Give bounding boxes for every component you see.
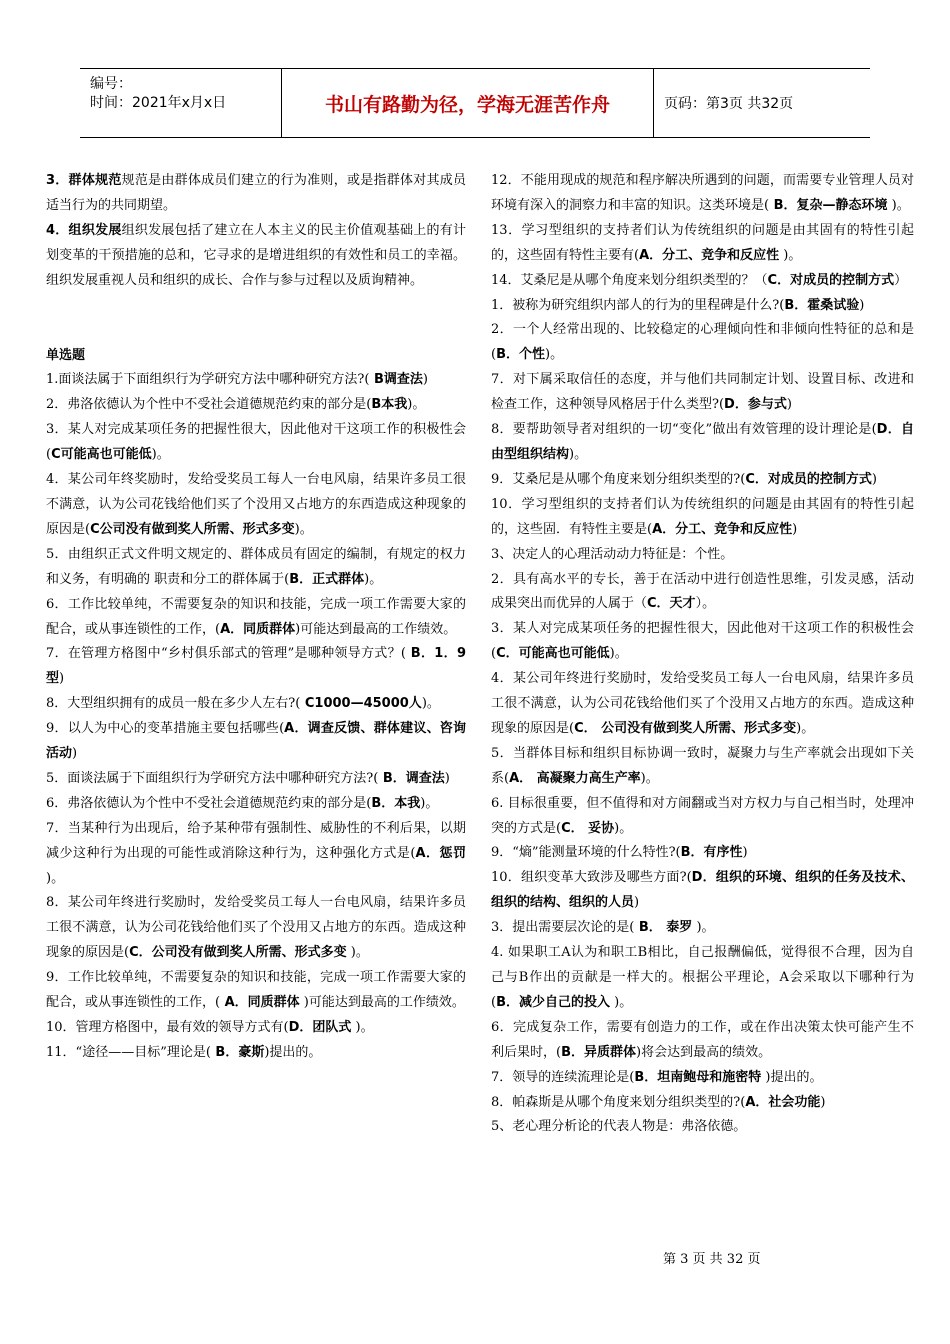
question-text: 5．面谈法属于下面组织行为学研究方法中哪种研究方法?( (46, 770, 379, 786)
question-text: 6．工作比较单纯，不需要复杂的知识和技能，完成一项工作需要大家的配合，或从事连锁性的工作，( (46, 596, 466, 637)
answer-text: B．豪斯 (210, 1044, 265, 1060)
question-item (491, 1091, 914, 1116)
question-end: )。 (610, 994, 633, 1010)
question-end: ) (742, 845, 748, 861)
question-text: 8．某公司年终进行奖励时，发给受奖员工每人一台电风扇，结果许多员工很不满意，认为公司花钱给他们买了个没用又占地方的东西。造成这种现象的原因是( (46, 895, 466, 961)
question-item (491, 418, 914, 468)
question-end: )提出的。 (264, 1044, 322, 1060)
answer-text: A．社会功能 (745, 1094, 821, 1110)
question-text: 10．组织变革大致涉及哪些方面?( (491, 870, 692, 886)
question-item (491, 866, 914, 916)
answer-text: B．复杂—静态环境 (769, 197, 888, 213)
question-text: 11．“途径——目标”理论是( (46, 1044, 211, 1060)
question-text: 3、决定人的心理活动动力特征是：个性。 (491, 546, 734, 562)
question-text: 8．大型组织拥有的成员一般在多少人左右?( (46, 696, 301, 712)
question-text: 9．“熵”能测量环境的什么特性?( (491, 845, 681, 861)
question-end: ) (871, 471, 877, 487)
question-item (46, 817, 466, 892)
question-end: ） (894, 272, 908, 288)
question-text: 2．具有高水平的专长，善于在活动中进行创造性思维，引发灵感，活动成果突出而优异的人属于（ (491, 571, 914, 612)
question-end: )。 (364, 571, 383, 587)
question-item (491, 742, 914, 792)
answer-text: A．调查反馈、群体建议、咨询活动 (46, 721, 466, 762)
question-item (491, 1115, 914, 1140)
question-item (46, 393, 466, 418)
question-end: )。 (569, 446, 588, 462)
question-text: 10．学习型组织的支持者们认为传统组织的问题是由其固有的特性引起的，这些固．有特性主要是( (491, 496, 914, 537)
question-end: )。 (545, 347, 564, 363)
question-text: 7．对下属采取信任的态度，并与他们共同制定计划、设置目标、改进和检查工作，这种领导风格居于什么类型?( (491, 372, 914, 413)
answer-text: B．本我 (371, 795, 421, 811)
question-item (491, 568, 914, 618)
answer-text: B．霍桑试验 (784, 297, 860, 313)
question-text: 1.面谈法属于下面组织行为学研究方法中哪种研究方法?( (46, 372, 370, 388)
question-text: 5．当群体目标和组织目标协调一致时，凝聚力与生产率就会出现如下关系( (491, 745, 914, 786)
question-item (491, 493, 914, 543)
question-end: )。 (420, 795, 439, 811)
question-item (491, 543, 914, 568)
question-item (491, 368, 914, 418)
question-text: 10．管理方格图中，最有效的领导方式有( (46, 1020, 289, 1035)
answer-text: B．正式群体 (289, 571, 365, 587)
question-item (46, 468, 466, 543)
answer-text: B．个性 (496, 347, 545, 363)
question-text: 5、老心理分析论的代表人物是：弗洛依德。 (491, 1119, 747, 1135)
definition-term: 4．组织发展 (46, 222, 122, 238)
answer-text: C． 公司没有做到奖人所需、形式多变 (574, 720, 797, 736)
question-text: 7．在管理方格图中“乡村俱乐部式的管理”是哪种领导方式？( (46, 646, 406, 662)
answer-text: B．异质群体 (561, 1044, 636, 1060)
question-text: 14．艾桑尼是从哪个角度来划分组织类型的？（ (491, 272, 768, 288)
question-item (46, 792, 466, 817)
question-end: )提出的。 (761, 1069, 823, 1085)
question-item (491, 617, 914, 667)
question-text: 3．某人对完成某项任务的把握性很大，因此他对干这项工作的积极性会( (46, 422, 466, 463)
question-item (46, 368, 466, 393)
question-text: 2．弗洛依德认为个性中不受社会道德规范约束的部分是( (46, 397, 372, 413)
question-end: )可能达到最高的工作绩效。 (299, 995, 465, 1011)
answer-text: C公司没有做到奖人所需、形式多变 (90, 521, 295, 537)
question-text: 9．工作比较单纯，不需要复杂的知识和技能，完成一项工作需要大家的配合，或从事连锁性的工作，( (46, 970, 466, 1011)
definition-paragraph (46, 219, 466, 294)
question-item (46, 692, 466, 717)
answer-text: A．惩罚 (415, 845, 467, 861)
question-end: ) (634, 895, 640, 911)
question-item (491, 318, 914, 368)
answer-text: B．有序性 (680, 845, 743, 861)
question-item (46, 593, 466, 643)
page-header (80, 68, 870, 138)
answer-text: D．组织的环境、组织的任务及技术、组织的结构、组织的人员 (491, 870, 914, 911)
definition-paragraph (46, 169, 466, 219)
question-item (46, 1016, 466, 1041)
question-item (491, 1016, 914, 1066)
question-end: ) (792, 521, 798, 537)
answer-text: C．对成员的控制方式 (767, 272, 895, 288)
question-item (46, 418, 466, 468)
section-title: 单选题 (46, 347, 86, 363)
question-text: 5．由组织正式文件明文规定的、群体成员有固定的编制，有规定的权力和义务，有明确的 职责和分工的群体属于( (46, 546, 466, 587)
question-item (491, 841, 914, 866)
question-end: ) (422, 372, 428, 388)
question-text: 12．不能用现成的规范和程序解决所遇到的问题，而需要专业管理人员对环境有深入的洞察力和丰富的知识。这类环境是( (491, 173, 914, 213)
answer-text: B． 泰罗 (634, 920, 693, 936)
question-text: 4. 如果职工A认为和职工B相比，自己报酬偏低，觉得很不合理，因为自己与B作出的贡献是一样大的。根据公平理论，A会采取以下哪种行为( (491, 945, 914, 1010)
question-item (46, 891, 466, 966)
answer-text: C．公司没有做到奖人所需、形式多变 (129, 945, 347, 961)
definition-term: 3．群体规范 (46, 173, 122, 188)
question-text: 6. 目标很重要，但不值得和对方闹翻或当对方权力与自己相当时，处理冲突的方式是( (491, 795, 914, 836)
answer-text: B．减少自己的投入 (496, 994, 610, 1010)
header-motto: 书山有路勤为径，学海无涯苦作舟 (282, 69, 654, 137)
answer-text: B调查法 (369, 372, 423, 388)
answer-text: C．天才 (647, 596, 696, 612)
question-text: 3．某人对完成某项任务的把握性很大，因此他对干这项工作的积极性会( (491, 621, 914, 662)
question-text: 4．某公司年终奖励时，发给受奖员工每人一台电风扇，结果许多员工很不满意，认为公司花钱给他们买了个没用又占地方的东西造成这种现象的原因是( (46, 472, 466, 537)
question-end: )。 (779, 247, 802, 263)
question-end: )。 (887, 197, 910, 213)
answer-text: C可能高也可能低 (51, 447, 152, 463)
answer-text: C．可能高也可能低 (496, 646, 610, 662)
question-end: )。 (609, 646, 628, 662)
page-footer: 第 3 页 共 32 页 (663, 1252, 761, 1267)
answer-text: C1000—45000人 (300, 696, 422, 712)
question-item (491, 916, 914, 941)
header-meta (80, 69, 282, 137)
question-end: )。 (692, 920, 715, 936)
question-text: 4．某公司年终进行奖励时，发给受奖员工每人一台电风扇，结果许多员工很不满意，认为公司花钱给他们买了个没用又占地方的东西。造成这种现象的原因是( (491, 671, 914, 736)
question-text: 7．当某种行为出现后，给予某种带有强制性、威胁性的不利后果，以期减少这种行为出现的可能性或消除这种行为，这种强化方式是( (46, 820, 466, 861)
answer-text: A．分工、竞争和反应性 (639, 247, 780, 263)
question-item (491, 294, 914, 319)
question-end: ) (820, 1094, 826, 1110)
number-label: 编号： (90, 76, 132, 92)
question-text: 8．帕森斯是从哪个角度来划分组织类型的?( (491, 1094, 746, 1110)
question-end: ) (786, 397, 792, 413)
question-item (491, 468, 914, 493)
question-end: )。 (346, 945, 369, 961)
answer-text: C．对成员的控制方式 (745, 471, 872, 487)
question-end: ）。 (695, 596, 716, 612)
question-end: )可能达到最高的工作绩效。 (295, 621, 457, 637)
header-page-label: 页码：第3页 共32页 (664, 96, 794, 112)
question-text: 9．以人为中心的变革措施主要包括哪些( (46, 721, 285, 737)
question-end: )。 (46, 870, 65, 886)
question-text: 2．一个人经常出现的、比较稳定的心理倾向性和非倾向性特征的总和是( (491, 322, 914, 363)
question-item (491, 1066, 914, 1091)
question-end: )。 (796, 720, 815, 736)
answer-text: B．坦南鲍母和施密特 (634, 1069, 762, 1085)
question-item (46, 543, 466, 593)
question-item (46, 717, 466, 767)
question-text: 6．弗洛依德认为个性中不受社会道德规范约束的部分是( (46, 795, 372, 811)
section-gap (46, 294, 466, 344)
right-column (491, 169, 914, 1140)
question-text: 1．被称为研究组织内部人的行为的里程碑是什么?( (491, 297, 785, 313)
question-text: 7．领导的连续流理论是( (491, 1069, 635, 1085)
answer-text: D．参与式 (724, 397, 787, 413)
question-end: )。 (407, 397, 426, 413)
question-text: 13．学习型组织的支持者们认为传统组织的问题是由其固有的特性引起的，这些固有特性主要有( (491, 222, 914, 263)
answer-text: C． 妥协 (561, 820, 615, 836)
question-text: 6．完成复杂工作，需要有创造力的工作，或在作出决策太快可能产生不利后果时，( (491, 1019, 914, 1060)
question-item (491, 792, 914, 842)
question-end: )。 (614, 820, 633, 836)
question-item (46, 767, 466, 792)
question-text: 8．要帮助领导者对组织的一切“变化”做出有效管理的设计理论是( (491, 422, 877, 438)
right-question-list (491, 169, 914, 1140)
definition-text: 组织发展包括了建立在人本主义的民主价值观基础上的有计划变革的干预措施的总和，它寻求的是增进组织的有效性和员工的幸福。组织发展重视人员和组织的成长、合作与参与过程以及质询精神。 (46, 222, 466, 288)
answer-text: D．自由型组织结构 (491, 422, 914, 462)
answer-text: A． 高凝聚力高生产率 (509, 770, 641, 786)
answer-text: B本我 (371, 397, 408, 413)
question-end: ) (72, 746, 78, 762)
question-item (491, 169, 914, 219)
question-end: )。 (421, 696, 440, 712)
question-item (491, 269, 914, 294)
answer-text: A．分工、竞争和反应性 (652, 521, 793, 537)
question-item (491, 219, 914, 269)
left-column (46, 169, 466, 1066)
answer-text: D．团队式 (288, 1020, 352, 1035)
question-end: ) (859, 297, 865, 313)
question-item (491, 941, 914, 1016)
question-text: 9．艾桑尼是从哪个角度来划分组织类型的?( (491, 471, 746, 487)
question-end: )。 (640, 770, 659, 786)
definition-text: 规范是由群体成员们建立的行为准则，或是指群体对其成员适当行为的共同期望。 (46, 173, 466, 213)
question-item (46, 642, 466, 692)
question-end: )将会达到最高的绩效。 (636, 1044, 772, 1060)
answer-text: B．1．9型 (46, 646, 466, 687)
question-end: )。 (151, 447, 170, 463)
question-end: )。 (351, 1020, 374, 1035)
question-end: )。 (294, 521, 313, 537)
question-end: ) (59, 671, 65, 687)
time-label: 时间：2021年x月x日 (90, 95, 227, 111)
answer-text: A．同质群体 (220, 621, 296, 637)
answer-text: B．调查法 (378, 770, 445, 786)
question-item (491, 667, 914, 742)
answer-text: A．同质群体 (220, 995, 300, 1011)
question-end: ) (444, 770, 450, 786)
left-question-list (46, 368, 466, 1065)
question-item (46, 1041, 466, 1066)
question-text: 3．提出需要层次论的是( (491, 920, 635, 936)
question-item (46, 966, 466, 1016)
